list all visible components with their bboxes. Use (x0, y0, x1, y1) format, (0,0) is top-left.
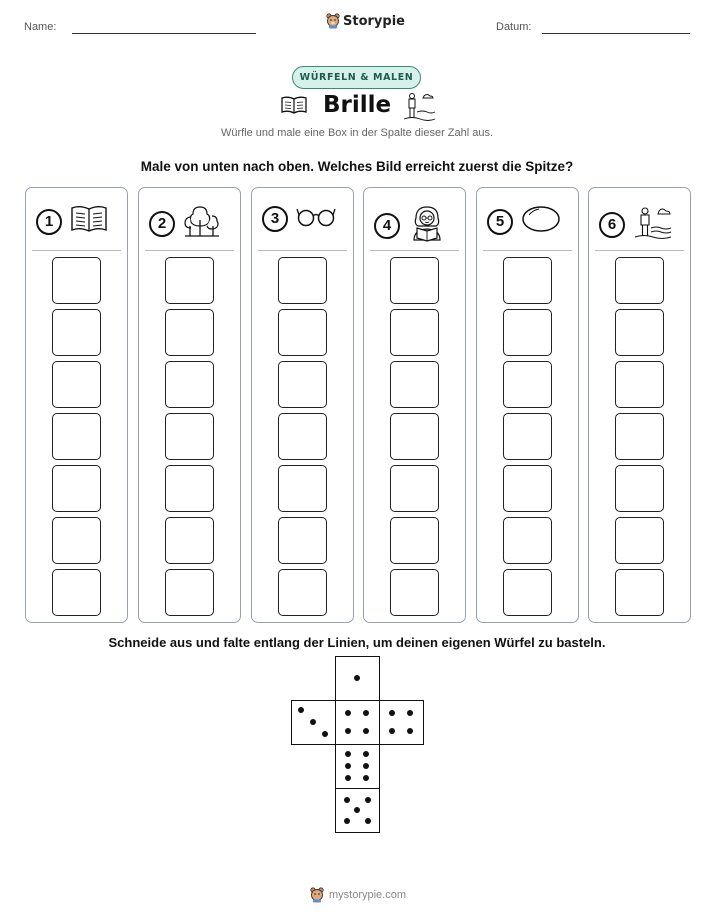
die-face (335, 700, 380, 745)
color-box[interactable] (390, 465, 439, 512)
color-box[interactable] (503, 257, 552, 304)
color-box[interactable] (503, 361, 552, 408)
date-line (542, 33, 690, 34)
color-box[interactable] (165, 569, 214, 616)
brand-name: Storypie (343, 13, 405, 29)
color-box[interactable] (165, 309, 214, 356)
die-pip (345, 710, 351, 716)
color-box[interactable] (390, 309, 439, 356)
book-icon (70, 204, 108, 239)
color-box[interactable] (615, 361, 664, 408)
die-pip (389, 710, 395, 716)
color-box[interactable] (165, 361, 214, 408)
dice-column-6 (588, 187, 691, 623)
die-pip (363, 775, 369, 781)
column-divider (258, 250, 347, 251)
die-pip (363, 751, 369, 757)
color-box[interactable] (615, 569, 664, 616)
column-header (149, 204, 221, 243)
bear-icon (310, 887, 324, 903)
color-box[interactable] (390, 361, 439, 408)
color-box[interactable] (52, 517, 101, 564)
die-pip (345, 763, 351, 769)
column-number: 1 (36, 209, 62, 235)
column-divider (483, 250, 572, 251)
column-divider (595, 250, 684, 251)
die-pip (345, 775, 351, 781)
glasses-icon (296, 204, 336, 233)
column-header (487, 204, 561, 239)
die-pip (354, 675, 360, 681)
die-pip (322, 731, 328, 737)
color-box[interactable] (278, 413, 327, 460)
die-pip (365, 818, 371, 824)
cut-instruction: Schneide aus und falte entlang der Linien, um deinen eigenen Würfel zu basteln. (108, 635, 606, 650)
color-box[interactable] (503, 309, 552, 356)
name-label: Name: (24, 21, 57, 33)
color-box[interactable] (390, 413, 439, 460)
color-box[interactable] (165, 413, 214, 460)
activity-badge: WÜRFELN & MALEN (292, 66, 421, 89)
grandma-reading-icon (408, 204, 446, 247)
die-face (335, 744, 380, 789)
die-pip (310, 719, 316, 725)
color-box[interactable] (278, 361, 327, 408)
name-line (72, 33, 256, 34)
column-number: 4 (374, 213, 400, 239)
die-pip (363, 710, 369, 716)
column-header (36, 204, 108, 239)
die-face (335, 788, 380, 833)
die-pip (363, 728, 369, 734)
die-face (379, 700, 424, 745)
color-box[interactable] (503, 413, 552, 460)
die-pip (344, 797, 350, 803)
color-box[interactable] (503, 465, 552, 512)
dice-column-1 (25, 187, 128, 623)
color-box[interactable] (390, 569, 439, 616)
dice-column-4 (363, 187, 466, 623)
color-box[interactable] (503, 517, 552, 564)
color-box[interactable] (278, 465, 327, 512)
column-header (374, 204, 446, 247)
column-number: 5 (487, 209, 513, 235)
color-box[interactable] (165, 465, 214, 512)
person-at-sea-icon (633, 204, 673, 245)
die-pip (344, 818, 350, 824)
column-number: 6 (599, 212, 625, 238)
color-box[interactable] (52, 413, 101, 460)
color-box[interactable] (52, 361, 101, 408)
instruction: Male von unten nach oben. Welches Bild erreicht zuerst die Spitze? (140, 159, 574, 174)
date-label: Datum: (496, 21, 532, 33)
dice-column-3 (251, 187, 354, 623)
die-face (291, 700, 336, 745)
die-pip (345, 751, 351, 757)
color-box[interactable] (52, 569, 101, 616)
column-header (599, 204, 673, 245)
color-box[interactable] (278, 309, 327, 356)
color-box[interactable] (615, 309, 664, 356)
die-pip (389, 728, 395, 734)
die-pip (345, 728, 351, 734)
color-box[interactable] (278, 257, 327, 304)
dice-column-2 (138, 187, 241, 623)
die-pip (363, 763, 369, 769)
die-pip (407, 728, 413, 734)
column-divider (145, 250, 234, 251)
color-box[interactable] (278, 517, 327, 564)
color-box[interactable] (390, 257, 439, 304)
person-at-sea-icon (402, 90, 436, 122)
bear-icon (326, 13, 340, 29)
column-number: 2 (149, 211, 175, 237)
color-box[interactable] (52, 465, 101, 512)
color-box[interactable] (615, 517, 664, 564)
color-box[interactable] (165, 517, 214, 564)
color-box[interactable] (615, 257, 664, 304)
dice-column-5 (476, 187, 579, 623)
trees-icon (183, 204, 221, 243)
column-number: 3 (262, 206, 288, 232)
die-pip (365, 797, 371, 803)
color-box[interactable] (615, 413, 664, 460)
color-box[interactable] (52, 309, 101, 356)
die-pip (298, 707, 304, 713)
brand-logo (326, 13, 405, 29)
color-box[interactable] (165, 257, 214, 304)
footer (310, 887, 406, 903)
die-pip (354, 807, 360, 813)
page-title: Brille (323, 92, 392, 118)
book-icon (280, 95, 308, 115)
column-header (262, 204, 336, 233)
footer-url: mystorypie.com (329, 889, 407, 901)
color-box[interactable] (278, 569, 327, 616)
lens-icon (521, 204, 561, 239)
color-box[interactable] (503, 569, 552, 616)
subtitle: Würfle und male eine Box in der Spalte dieser Zahl aus. (220, 127, 494, 139)
column-divider (370, 250, 459, 251)
die-face (335, 656, 380, 701)
die-pip (407, 710, 413, 716)
color-box[interactable] (390, 517, 439, 564)
color-box[interactable] (52, 257, 101, 304)
color-box[interactable] (615, 465, 664, 512)
column-divider (32, 250, 121, 251)
